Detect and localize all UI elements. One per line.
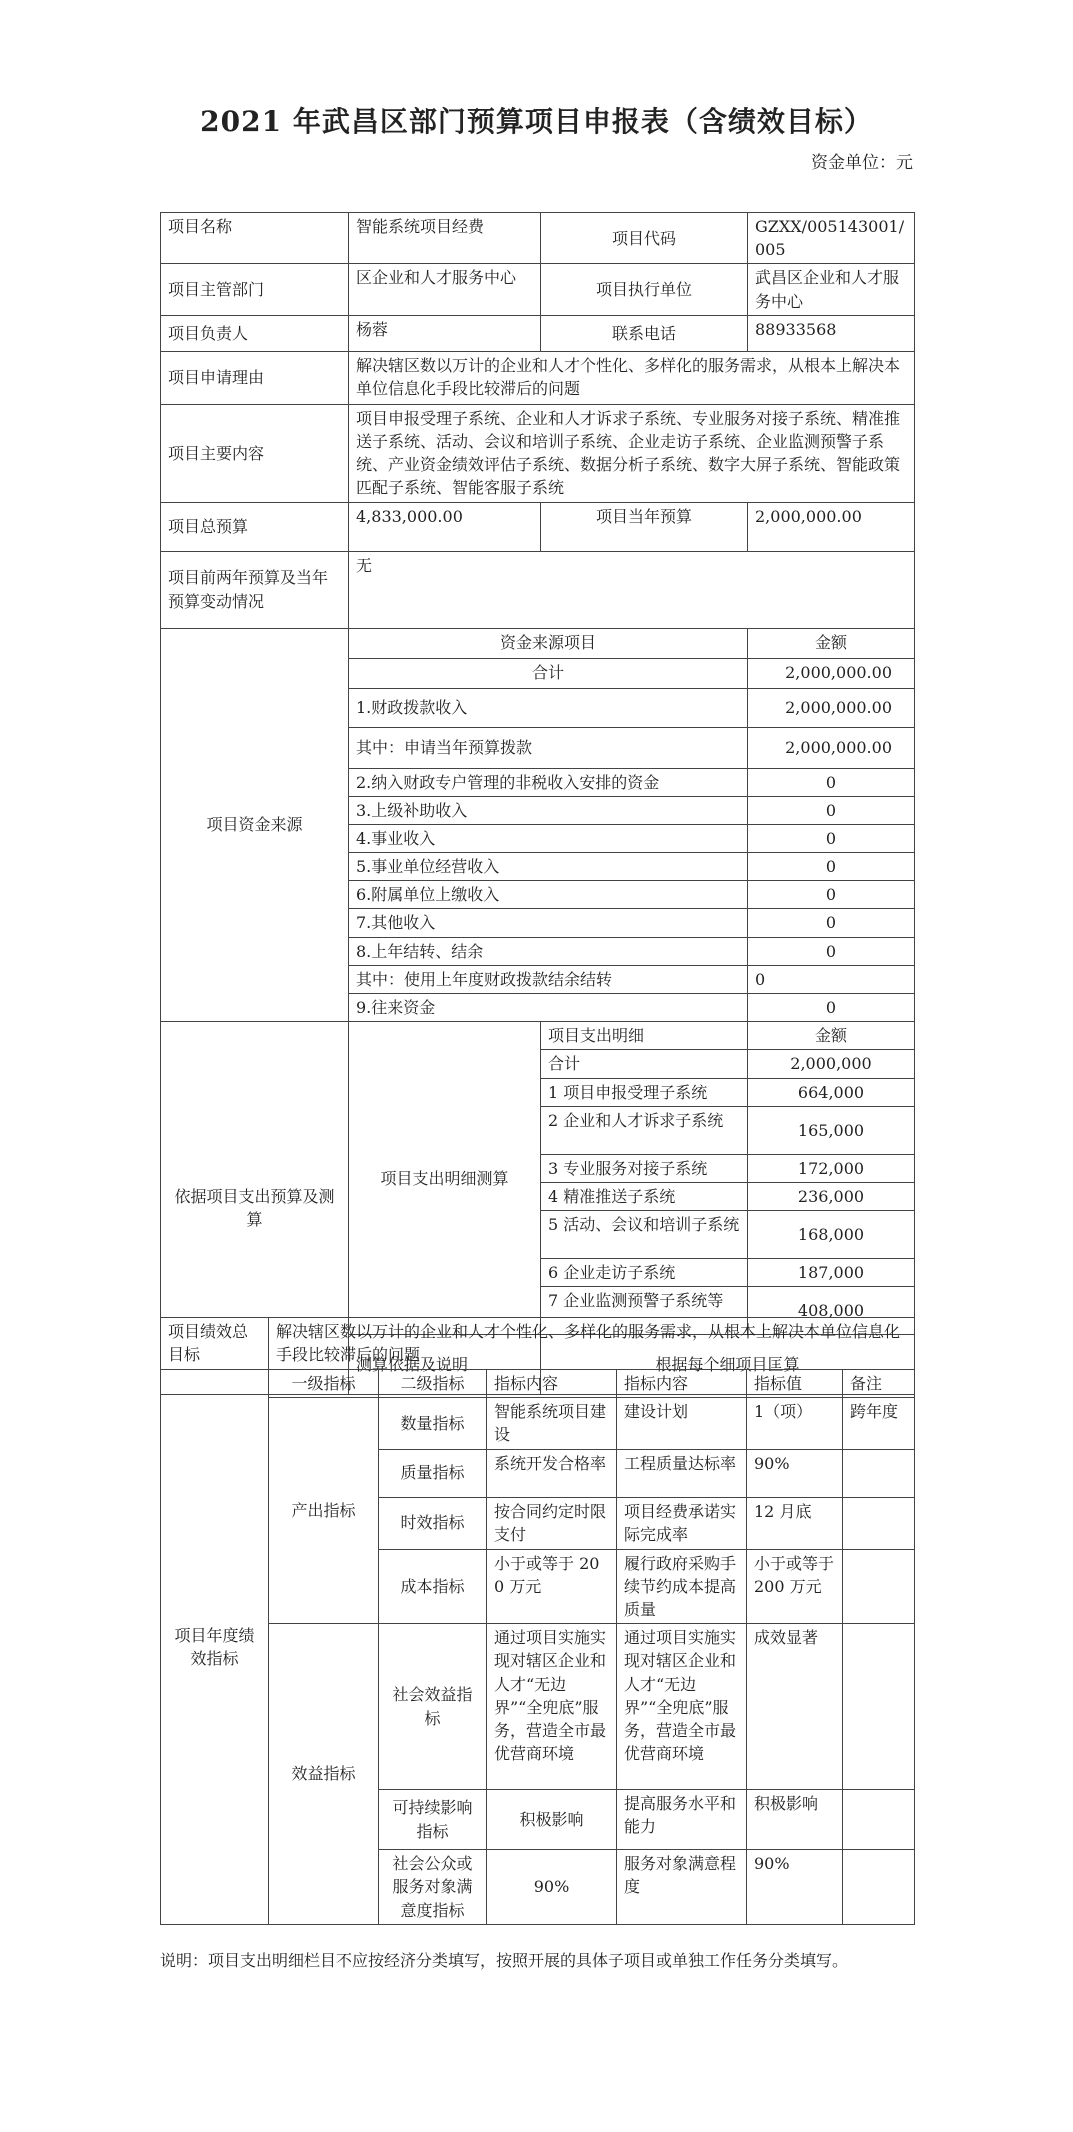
funding-amount: 2,000,000.00 bbox=[748, 727, 915, 768]
funding-item: 8.上年结转、结余 bbox=[349, 937, 748, 965]
table-row bbox=[161, 1398, 915, 1449]
header-content: 指标内容 bbox=[487, 1370, 617, 1398]
currency-unit: 资金单位：元 bbox=[811, 153, 913, 173]
value-budget-change: 无 bbox=[349, 551, 915, 628]
indicator-level2: 社会公众或服务对象满意度指标 bbox=[379, 1850, 487, 1925]
indicator-content: 智能系统项目建设 bbox=[487, 1398, 617, 1449]
indicator-remark bbox=[843, 1790, 915, 1850]
funding-item: 4.事业收入 bbox=[349, 824, 748, 852]
funding-head-amount: 金额 bbox=[748, 628, 915, 658]
indicator-value: 90% bbox=[747, 1449, 843, 1497]
value-leader: 杨蓉 bbox=[349, 315, 541, 351]
label-funding-source: 项目资金来源 bbox=[161, 628, 349, 1022]
expense-amount: 664,000 bbox=[748, 1078, 915, 1106]
header-value: 指标值 bbox=[747, 1370, 843, 1398]
indicator-value: 成效显著 bbox=[747, 1624, 843, 1790]
funding-item: 5.事业单位经营收入 bbox=[349, 853, 748, 881]
table-row bbox=[161, 1624, 915, 1790]
label-expense-basis: 依据项目支出预算及测算 bbox=[161, 1022, 349, 1395]
indicator-content: 服务对象满意程度 bbox=[617, 1850, 747, 1925]
indicator-value: 小于或等于 200 万元 bbox=[747, 1549, 843, 1624]
label-perf-goal: 项目绩效总目标 bbox=[161, 1318, 269, 1370]
funding-item: 其中：使用上年度财政拨款结余结转 bbox=[349, 965, 748, 993]
funding-item: 其中：申请当年预算拨款 bbox=[349, 727, 748, 768]
performance-table bbox=[160, 1317, 915, 1925]
indicator-content: 项目经费承诺实际完成率 bbox=[617, 1497, 747, 1549]
indicator-content: 通过项目实施实现对辖区企业和人才“无边界”“全兜底”服务，营造全市最优营商环境 bbox=[617, 1624, 747, 1790]
value-dept: 区企业和人才服务中心 bbox=[349, 264, 541, 315]
header-level2: 二级指标 bbox=[379, 1370, 487, 1398]
expense-head-item: 项目支出明细 bbox=[541, 1022, 748, 1050]
funding-amount: 0 bbox=[748, 824, 915, 852]
header-level1: 一级指标 bbox=[269, 1370, 379, 1398]
label-exec: 项目执行单位 bbox=[541, 264, 748, 315]
label-reason: 项目申请理由 bbox=[161, 351, 349, 404]
indicator-remark bbox=[843, 1624, 915, 1790]
expense-amount: 236,000 bbox=[748, 1182, 915, 1210]
funding-amount: 0 bbox=[748, 994, 915, 1022]
indicator-level2: 可持续影响指标 bbox=[379, 1790, 487, 1850]
expense-head-amount: 金额 bbox=[748, 1022, 915, 1050]
expense-item: 3 专业服务对接子系统 bbox=[541, 1154, 748, 1182]
funding-item: 1.财政拨款收入 bbox=[349, 688, 748, 727]
funding-item: 3.上级补助收入 bbox=[349, 796, 748, 824]
indicator-remark bbox=[843, 1549, 915, 1624]
label-leader: 项目负责人 bbox=[161, 315, 349, 351]
value-reason: 解决辖区数以万计的企业和人才个性化、多样化的服务需求，从根本上解决本单位信息化手段比较滞后的问题 bbox=[349, 351, 915, 404]
value-content: 项目申报受理子系统、企业和人才诉求子系统、专业服务对接子系统、精准推送子系统、活动、会议和培训子系统、企业走访子系统、企业监测预警子系统、产业资金绩效评估子系统、数据分析子系统、数字大屏子系统、智能政策匹配子系统、智能客服子系统 bbox=[349, 404, 915, 502]
label-expense-detail: 项目支出明细测算 bbox=[349, 1022, 541, 1335]
indicator-level2: 社会效益指标 bbox=[379, 1624, 487, 1790]
funding-amount: 2,000,000.00 bbox=[748, 688, 915, 727]
label-phone: 联系电话 bbox=[541, 315, 748, 351]
funding-amount: 0 bbox=[748, 937, 915, 965]
indicator-value: 1（项） bbox=[747, 1398, 843, 1449]
value-total-budget: 4,833,000.00 bbox=[349, 502, 541, 551]
label-content: 项目主要内容 bbox=[161, 404, 349, 502]
indicator-content: 提高服务水平和能力 bbox=[617, 1790, 747, 1850]
indicator-content: 通过项目实施实现对辖区企业和人才“无边界”“全兜底”服务，营造全市最优营商环境 bbox=[487, 1624, 617, 1790]
expense-item: 7 企业监测预警子系统等 bbox=[541, 1287, 748, 1335]
label-calc-basis: 测算依据及说明 bbox=[349, 1335, 541, 1395]
expense-item: 1 项目申报受理子系统 bbox=[541, 1078, 748, 1106]
indicator-remark bbox=[843, 1449, 915, 1497]
expense-item: 2 企业和人才诉求子系统 bbox=[541, 1106, 748, 1154]
label-output-indicators: 产出指标 bbox=[269, 1398, 379, 1624]
header-content: 指标内容 bbox=[617, 1370, 747, 1398]
indicator-content: 工程质量达标率 bbox=[617, 1449, 747, 1497]
value-calc-basis: 根据每个细项目匡算 bbox=[541, 1335, 915, 1395]
expense-amount: 168,000 bbox=[748, 1211, 915, 1259]
indicator-value: 积极影响 bbox=[747, 1790, 843, 1850]
funding-item: 6.附属单位上缴收入 bbox=[349, 881, 748, 909]
value-phone: 88933568 bbox=[748, 315, 915, 351]
expense-amount: 2,000,000 bbox=[748, 1050, 915, 1078]
funding-item: 2.纳入财政专户管理的非税收入安排的资金 bbox=[349, 768, 748, 796]
indicator-content: 履行政府采购手续节约成本提高质量 bbox=[617, 1549, 747, 1624]
indicator-level2: 质量指标 bbox=[379, 1449, 487, 1497]
funding-amount: 0 bbox=[748, 768, 915, 796]
indicator-content: 90% bbox=[487, 1850, 617, 1925]
expense-item: 4 精准推送子系统 bbox=[541, 1182, 748, 1210]
value-project-name: 智能系统项目经费 bbox=[349, 213, 541, 264]
funding-amount: 2,000,000.00 bbox=[748, 658, 915, 688]
label-annual-indicators: 项目年度绩效指标 bbox=[161, 1370, 269, 1925]
label-dept: 项目主管部门 bbox=[161, 264, 349, 315]
expense-item: 5 活动、会议和培训子系统 bbox=[541, 1211, 748, 1259]
indicator-level2: 时效指标 bbox=[379, 1497, 487, 1549]
value-year-budget: 2,000,000.00 bbox=[748, 502, 915, 551]
indicator-remark bbox=[843, 1497, 915, 1549]
indicator-content: 小于或等于 200 万元 bbox=[487, 1549, 617, 1624]
expense-amount: 165,000 bbox=[748, 1106, 915, 1154]
value-project-code: GZXX/005143001/005 bbox=[748, 213, 915, 264]
indicator-value: 12 月底 bbox=[747, 1497, 843, 1549]
label-budget-change: 项目前两年预算及当年预算变动情况 bbox=[161, 551, 349, 628]
indicator-content: 系统开发合格率 bbox=[487, 1449, 617, 1497]
funding-amount: 0 bbox=[748, 881, 915, 909]
label-total-budget: 项目总预算 bbox=[161, 502, 349, 551]
expense-item: 合计 bbox=[541, 1050, 748, 1078]
label-benefit-indicators: 效益指标 bbox=[269, 1624, 379, 1925]
indicator-remark bbox=[843, 1850, 915, 1925]
header-remark: 备注 bbox=[843, 1370, 915, 1398]
funding-amount: 0 bbox=[748, 796, 915, 824]
funding-amount: 0 bbox=[748, 909, 915, 937]
indicator-value: 90% bbox=[747, 1850, 843, 1925]
label-project-code: 项目代码 bbox=[541, 213, 748, 264]
label-year-budget: 项目当年预算 bbox=[541, 502, 748, 551]
value-exec: 武昌区企业和人才服务中心 bbox=[748, 264, 915, 315]
indicator-level2: 数量指标 bbox=[379, 1398, 487, 1449]
funding-amount: 0 bbox=[748, 965, 915, 993]
indicator-content: 积极影响 bbox=[487, 1790, 617, 1850]
page-title: 2021 年武昌区部门预算项目申报表（含绩效目标） bbox=[200, 105, 873, 138]
value-perf-goal: 解决辖区数以万计的企业和人才个性化、多样化的服务需求，从根本上解决本单位信息化手段比较滞后的问题 bbox=[269, 1318, 915, 1370]
funding-amount: 0 bbox=[748, 853, 915, 881]
funding-item: 7.其他收入 bbox=[349, 909, 748, 937]
project-table bbox=[160, 212, 915, 1395]
indicator-remark: 跨年度 bbox=[843, 1398, 915, 1449]
funding-item: 9.往来资金 bbox=[349, 994, 748, 1022]
funding-head-item: 资金来源项目 bbox=[349, 628, 748, 658]
expense-item: 6 企业走访子系统 bbox=[541, 1259, 748, 1287]
expense-amount: 172,000 bbox=[748, 1154, 915, 1182]
footnote: 说明：项目支出明细栏目不应按经济分类填写，按照开展的具体子项目或单独工作任务分类填写。 bbox=[160, 1951, 849, 1970]
indicator-content: 按合同约定时限支付 bbox=[487, 1497, 617, 1549]
expense-amount: 187,000 bbox=[748, 1259, 915, 1287]
funding-item: 合计 bbox=[349, 658, 748, 688]
indicator-level2: 成本指标 bbox=[379, 1549, 487, 1624]
label-project-name: 项目名称 bbox=[161, 213, 349, 264]
expense-amount: 408,000 bbox=[748, 1287, 915, 1335]
indicator-content: 建设计划 bbox=[617, 1398, 747, 1449]
